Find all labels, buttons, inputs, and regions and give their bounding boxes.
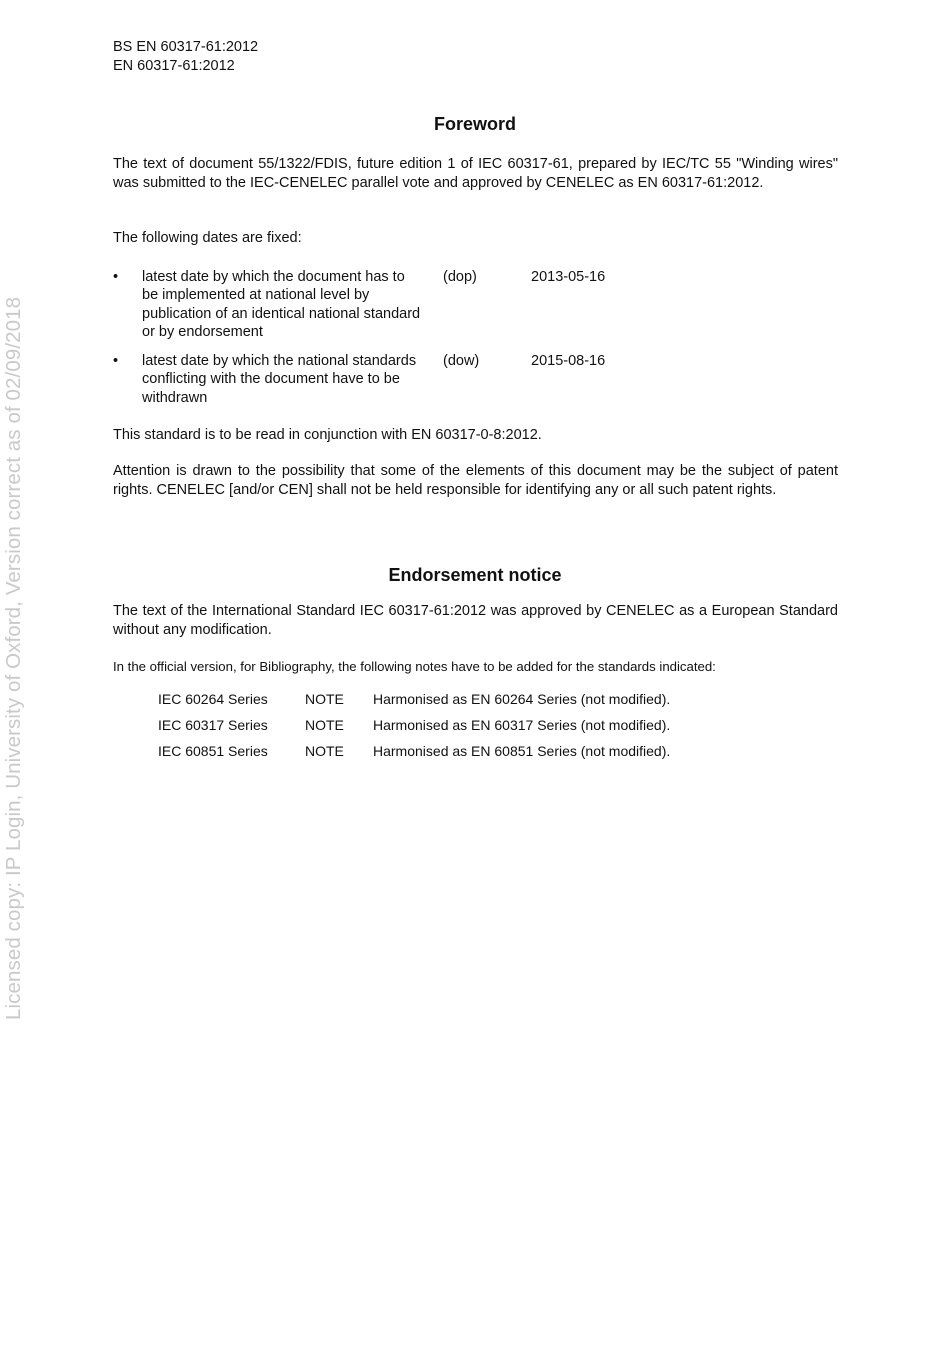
note-text: Harmonised as EN 60264 Series (not modified).	[373, 691, 671, 707]
license-watermark: Licensed copy: IP Login, University of Oxford, Version correct as of 02/09/2018	[2, 296, 25, 1020]
endorsement-title: Endorsement notice	[388, 565, 562, 585]
note-label: NOTE	[305, 691, 344, 707]
note-label: NOTE	[305, 743, 344, 759]
header-bs-number: BS EN 60317-61:2012	[113, 39, 259, 55]
official-version-note: In the official version, for Bibliography, the following notes have to be added for the standards indicated:	[113, 659, 716, 674]
date-item-date: 2013-05-16	[531, 269, 606, 285]
patent-attention: Attention is drawn to the possibility that some of the elements of this document may be the subject of patent rights. CENELEC [and/or CEN] shall not be held responsible for identifying any or all such patent rights.	[113, 463, 838, 498]
bullet-icon: •	[113, 353, 119, 369]
document-header	[113, 38, 258, 76]
date-item-text: latest date by which the national standards conflicting with the document have to be withdrawn	[142, 353, 417, 406]
note-label: NOTE	[305, 717, 344, 733]
date-item-dop	[113, 268, 838, 342]
note-standard: IEC 60264 Series	[158, 691, 268, 707]
header-en-number: EN 60317-61:2012	[113, 58, 235, 74]
foreword-title: Foreword	[433, 114, 516, 134]
date-item-date: 2015-08-16	[531, 353, 606, 369]
bullet-icon: •	[113, 269, 119, 285]
endorsement-text: The text of the International Standard IEC 60317-61:2012 was approved by CENELEC as a European Standard without any modification.	[113, 603, 838, 638]
date-item-abbr: (dow)	[443, 353, 480, 369]
note-standard: IEC 60317 Series	[158, 717, 268, 733]
note-standard: IEC 60851 Series	[158, 743, 268, 759]
date-item-abbr: (dop)	[443, 269, 477, 285]
date-item-dow	[113, 352, 838, 408]
note-text: Harmonised as EN 60317 Series (not modified).	[373, 717, 671, 733]
note-text: Harmonised as EN 60851 Series (not modified).	[373, 743, 671, 759]
date-item-text: latest date by which the document has to be implemented at national level by publication of an identical national standard or by endorsement	[142, 269, 421, 340]
dates-intro: The following dates are fixed:	[113, 230, 302, 246]
foreword-intro: The text of document 55/1322/FDIS, future edition 1 of IEC 60317-61, prepared by IEC/TC 55 "Winding wires" was submitted to the IEC-CENELEC parallel vote and approved by CENELEC as EN 60317-61:2012.	[113, 156, 838, 191]
conjunction-note: This standard is to be read in conjunction with EN 60317-0-8:2012.	[113, 427, 542, 443]
